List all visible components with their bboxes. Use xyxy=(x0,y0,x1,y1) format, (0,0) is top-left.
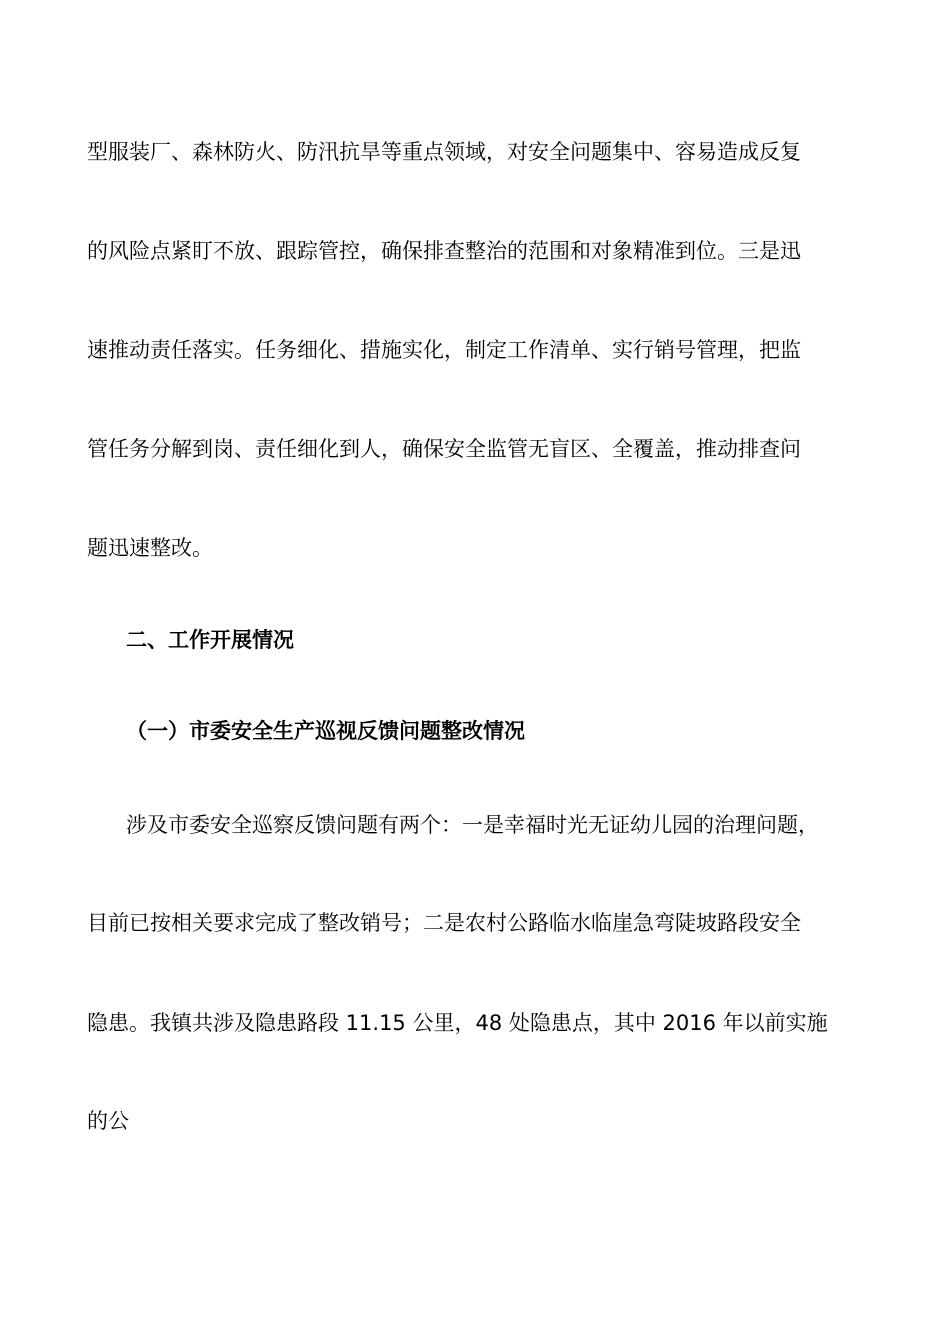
paragraph-line: 的风险点紧盯不放、跟踪管控，确保排查整治的范围和对象精准到位。三是迅 xyxy=(87,239,801,263)
paragraph-line: 型服装厂、森林防火、防汛抗旱等重点领域，对安全问题集中、容易造成反复 xyxy=(87,140,801,164)
paragraph-line: 目前已按相关要求完成了整改销号；二是农村公路临水临崖急弯陡坡路段安全 xyxy=(87,911,801,935)
paragraph-line: 管任务分解到岗、责任细化到人，确保安全监管无盲区、全覆盖，推动排查问 xyxy=(87,437,801,461)
subsection-heading: （一）市委安全生产巡视反馈问题整改情况 xyxy=(126,719,525,743)
paragraph-line: 速推动责任落实。任务细化、措施实化，制定工作清单、实行销号管理，把监 xyxy=(87,338,801,362)
paragraph-line: 隐患。我镇共涉及隐患路段 11.15 公里，48 处隐患点，其中 2016 年以前实施 xyxy=(87,1011,828,1035)
paragraph-line: 题迅速整改。 xyxy=(87,536,213,560)
paragraph-line: 的公 xyxy=(87,1109,129,1133)
paragraph-line: 涉及市委安全巡察反馈问题有两个：一是幸福时光无证幼儿园的治理问题， xyxy=(126,813,819,837)
section-heading: 二、工作开展情况 xyxy=(126,628,294,652)
